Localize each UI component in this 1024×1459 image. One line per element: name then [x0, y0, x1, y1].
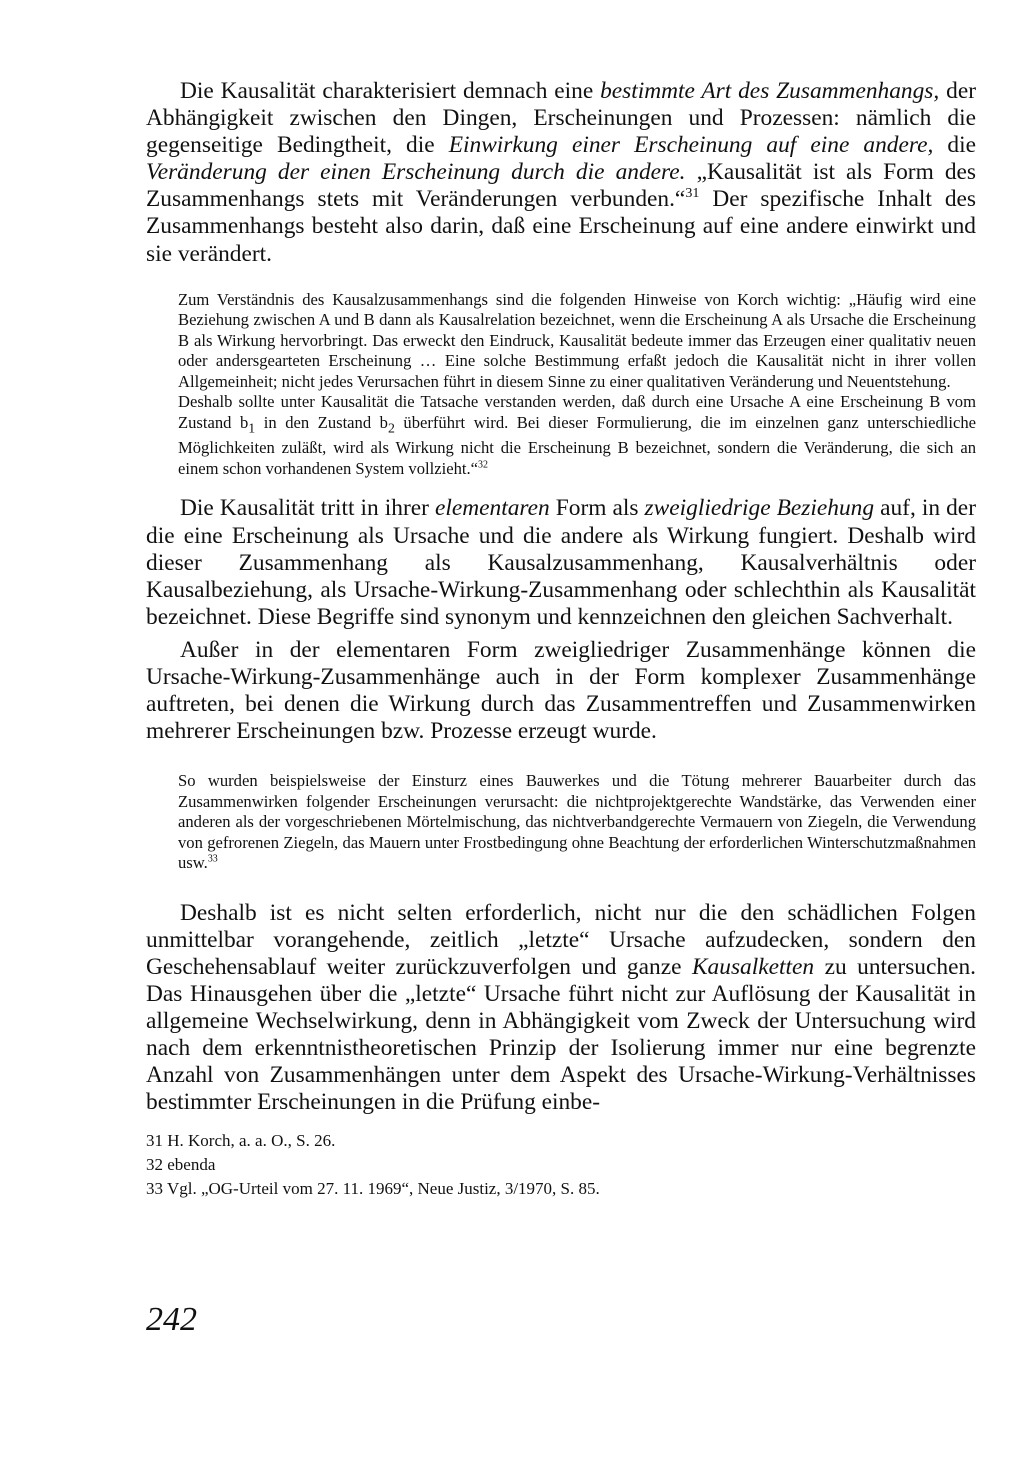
emphasis: bestimmte Art des Zusammenhangs, [600, 78, 940, 104]
emphasis: Veränderung der einen Erscheinung durch die andere. [146, 159, 686, 186]
subscript: 1 [248, 419, 256, 435]
footnote-31: 31 H. Korch, a. a. O., S. 26. [146, 1130, 336, 1150]
footnote-ref-32: 32 [478, 459, 488, 471]
footnote-33: 33 Vgl. „OG-Urteil vom 27. 11. 1969“, Neue Justiz, 3/1970, S. 85. [146, 1178, 600, 1198]
body-paragraph-3: Außer in der elementaren Form zweigliedriger Zusammenhänge können die Ursache-Wirkung-Zusammenhänge auch in der Form komplexer Zusammenhänge auftreten, bei denen die Wirkung durch das Zusammentreffen und Zusammenwirken mehrerer Erscheinungen bzw. Prozesse erzeugt wurde. [146, 636, 976, 745]
example-block-1: Zum Verständnis des Kausalzusammenhangs sind die folgenden Hinweise von Korch wichtig: „Häufig wird eine Beziehung zwischen A und B dann als Kausalrelation bezeichnet, wenn die Erscheinung A als Ursache die Erscheinung B als Wirkung hervorbringt. Das erweckt den Eindruck, Kausalität bedeute immer das Erzeugen einer qualitativ neuen oder andersgearteten Erscheinung … Eine solche Bestimmung erfaßt jedoch die Kausalität nicht in ihrer vollen Allgemeinheit; nicht jedes Verursachen führt in diesem Sinne zu einer qualitativen Veränderung und Neuentstehung. [178, 289, 976, 391]
example-block-2: So wurden beispielsweise der Einsturz eines Bauwerkes und die Tötung mehrerer Bauarbeiter durch das Zusammenwirken folgender Erscheinungen verursacht: die nichtprojektgerechte Wandstärke, das Verwenden einer anderen als der vorgeschriebenen Mörtelmischung, das nichtverbandgerechte Vermauern von Ziegeln, die Verwendung von gefrorenen Ziegeln, das Mauern unter Frostbedingung ohne Beachtung der erforderlichen Winterschutzmaßnahmen usw.$^{33}$ [178, 771, 976, 873]
footnotes [146, 1129, 976, 1201]
emphasis: Kausalketten [691, 954, 815, 980]
body-paragraph-1: Die Kausalität charakterisiert demnach eine bestimmte Art des Zusammenhangs, der Abhängigkeit zwischen den Dingen, Erscheinungen und Prozessen: nämlich die gegenseitige Bedingtheit, die Einwirkung einer Erscheinung auf eine andere, die Veränderung der einen Erscheinung durch die andere. „Kausalität ist als Form des Zusammenhangs stets mit Veränderungen verbunden.“$^{31}$ Der spezifische Inhalt des Zusammenhangs besteht also darin, daß eine Erscheinung auf eine andere einwirkt und sie verändert. [146, 78, 977, 267]
subscript: 2 [387, 419, 395, 435]
example-block-1-cont: Deshalb sollte unter Kausalität die Tatsache verstanden werden, daß durch eine Ursache A eine Erscheinung B vom Zustand $b_1$ in den Zustand $b_2$ überführt wird. Bei dieser Formulierung, die im einzelnen ganz unterschiedliche Möglichkeiten zuläßt, wird als Wirkung nicht die Erscheinung B bezeichnet, sondern die Veränderung, die sich an einem schon vorhandenen System vollzieht.“$^{32}$ [178, 392, 977, 478]
footnote-ref-33: 33 [207, 853, 218, 865]
emphasis: Einwirkung einer Erscheinung auf eine andere, [448, 132, 934, 159]
body-paragraph-4: Deshalb ist es nicht selten erforderlich, nicht nur die den schädlichen Folgen unmittelbar vorangehende, zeitlich „letzte“ Ursache aufzudecken, sondern den Geschehensablauf weiter zurückzuverfolgen und ganze Kausalketten zu untersuchen. Das Hinausgehen über die „letzte“ Ursache führt nicht zur Auflösung der Kausalität in allgemeine Wechselwirkung, denn in Abhängigkeit vom Zweck der Untersuchung wird nach dem erkenntnistheoretischen Prinzip der Isolierung immer nur eine begrenzte Anzahl von Zusammenhängen unter dem Aspekt des Ursache-Wirkung-Verhältnisses bestimmter Erscheinungen in die Prüfung einbe- [146, 899, 976, 1116]
page-number: 242 [146, 1301, 197, 1338]
footnote-ref-31: 31 [685, 185, 700, 202]
body-paragraph-2: Die Kausalität tritt in ihrer elementaren Form als zweigliedrige Beziehung auf, in der die eine Erscheinung als Ursache und die andere als Wirkung fungiert. Deshalb wird dieser Zusammenhang als Kausalzusammenhang, Kausalverhältnis oder Kausalbeziehung, als Ursache-Wirkung-Zusammenhang oder schlechthin als Kausalität bezeichnet. Diese Begriffe sind synonym und kennzeichnen den gleichen Sachverhalt. [146, 495, 976, 630]
page-content [146, 78, 976, 1201]
footnote-32: 32 ebenda [146, 1154, 216, 1174]
emphasis: elementaren [434, 495, 550, 522]
emphasis: zweigliedrige Beziehung [644, 495, 875, 522]
